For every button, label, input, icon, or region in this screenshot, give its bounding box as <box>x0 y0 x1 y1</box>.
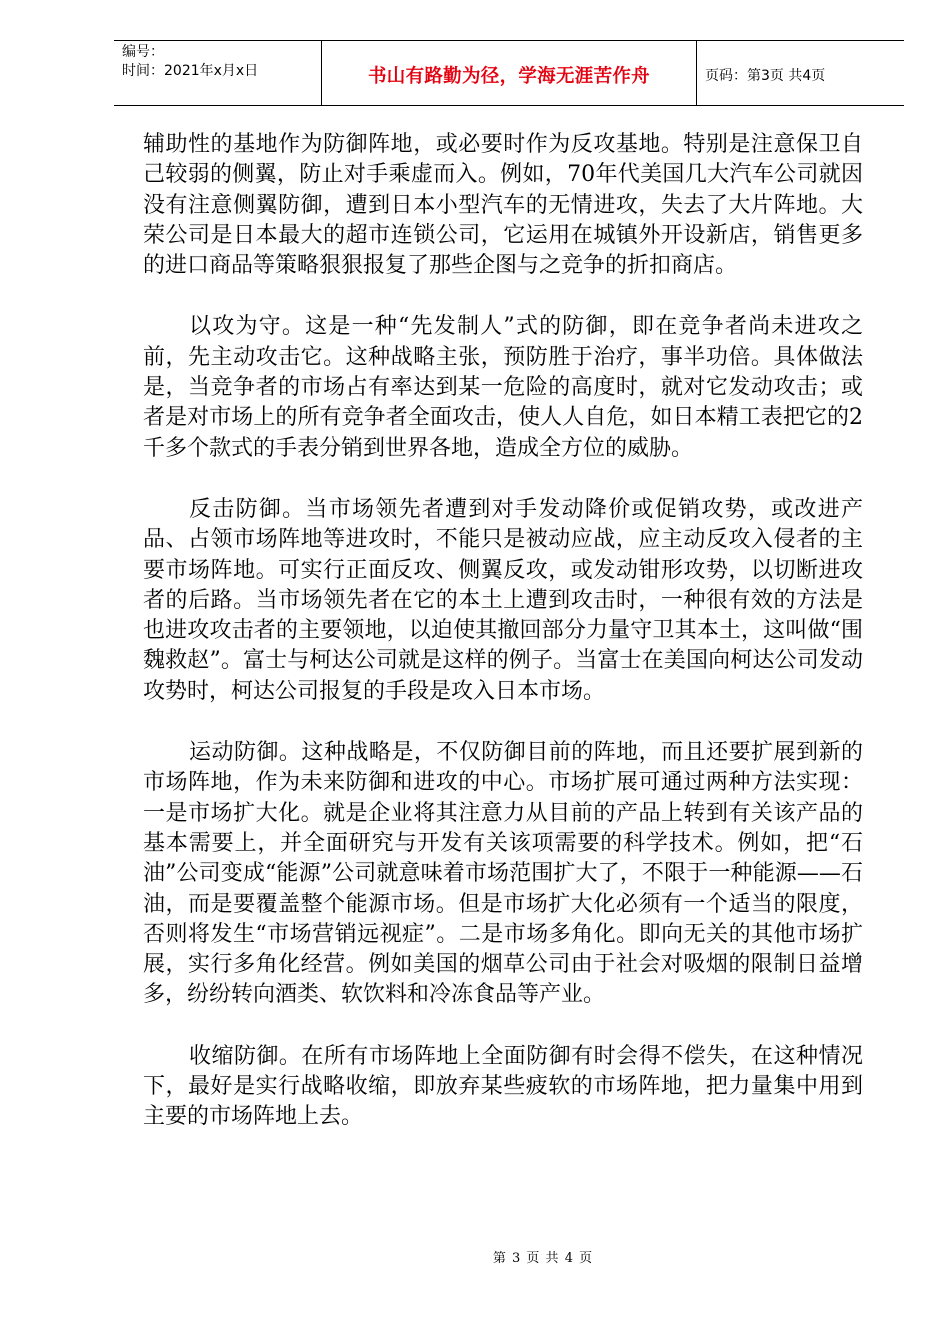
header-motto: 书山有路勤为径，学海无涯苦作舟 <box>322 41 697 106</box>
serial-label: 编号： <box>122 44 164 60</box>
paragraph-contraction-defense: 收缩防御。在所有市场阵地上全面防御有时会得不偿失，在这种情况下，最好是实行战略收缩，即放弃某些疲软的市场阵地，把力量集中用到主要的市场阵地上去。 <box>143 1043 863 1130</box>
document-body <box>143 130 863 1164</box>
header-page-info: 页码：第3页 共4页 <box>697 41 905 106</box>
paragraph-preemptive-defense: 以攻为守。这是一种“先发制人”式的防御，即在竞争者尚未进攻之前，先主动攻击它。这种战略主张，预防胜于治疗，事半功倍。具体做法是，当竞争者的市场占有率达到某一危险的高度时，就对它发动攻击；或者是对市场上的所有竞争者全面攻击，使人人自危，如日本精工表把它的2千多个款式的手表分销到世界各地，造成全方位的威胁。 <box>143 314 863 461</box>
header-meta <box>114 41 322 106</box>
paragraph-counter-defense: 反击防御。当市场领先者遭到对手发动降价或促销攻势，或改进产品、占领市场阵地等进攻时，不能只是被动应战，应主动反攻入侵者的主要市场阵地。可实行正面反攻、侧翼反攻，或发动钳形攻势，以切断进攻者的后路。当市场领先者在它的本土上遭到攻击时，一种很有效的方法是也进攻攻击者的主要领地，以迫使其撤回部分力量守卫其本土，这叫做“围魏救赵”。富士与柯达公司就是这样的例子。当富士在美国向柯达公司发动攻势时，柯达公司报复的手段是攻入日本市场。 <box>143 496 863 704</box>
page-footer: 第 3 页 共 4 页 <box>492 1251 594 1266</box>
page-header <box>114 40 904 106</box>
paragraph-continuation: 辅助性的基地作为防御阵地，或必要时作为反攻基地。特别是注意保卫自己较弱的侧翼，防止对手乘虚而入。例如，70年代美国几大汽车公司就因没有注意侧翼防御，遭到日本小型汽车的无情进攻，失去了大片阵地。大荣公司是日本最大的超市连锁公司，它运用在城镇外开设新店，销售更多的进口商品等策略狠狠报复了那些企图与之竞争的折扣商店。 <box>143 132 863 279</box>
time-label: 时间：2021年x月x日 <box>122 63 259 79</box>
paragraph-mobile-defense: 运动防御。这种战略是，不仅防御目前的阵地，而且还要扩展到新的市场阵地，作为未来防御和进攻的中心。市场扩展可通过两种方法实现：一是市场扩大化。就是企业将其注意力从目前的产品上转到有关该产品的基本需要上，并全面研究与开发有关该项需要的科学技术。例如，把“石油”公司变成“能源”公司就意味着市场范围扩大了，不限于一种能源——石油，而是要覆盖整个能源市场。但是市场扩大化必须有一个适当的限度，否则将发生“市场营销远视症”。二是市场多角化。即向无关的其他市场扩展，实行多角化经营。例如美国的烟草公司由于社会对吸烟的限制日益增多，纷纷转向酒类、软饮料和冷冻食品等产业。 <box>143 740 863 1008</box>
